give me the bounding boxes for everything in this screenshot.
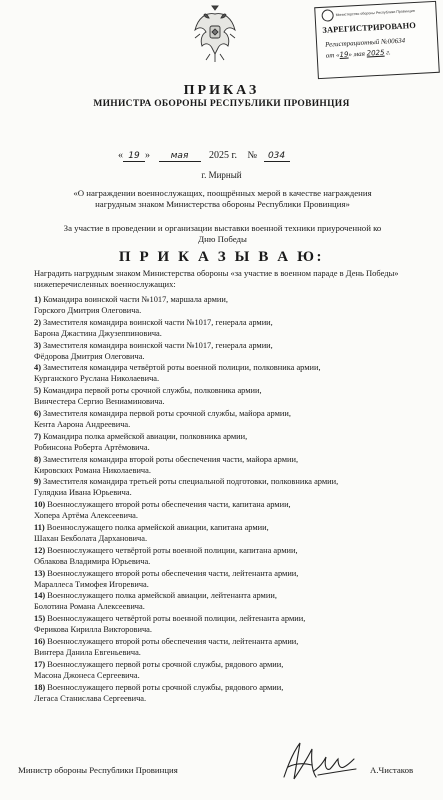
awardee-item — [34, 431, 434, 454]
awardee-item — [34, 317, 434, 340]
order-number-label: № — [247, 150, 258, 161]
decree-reason: За участие в проведении и организации выставки военной техники приуроченной ко Дню Победы — [63, 223, 382, 244]
awardee-number: 6) — [34, 408, 41, 418]
awardee-position-text: Военнослужащего первой роты срочной службы, рядового армии, — [47, 659, 284, 669]
awardee-name: Кента Аарона Андреевича. — [34, 419, 131, 429]
awardee-position-text: Заместителя командира второй роты обеспечения части, майора армии, — [43, 454, 299, 464]
awardee-item — [34, 590, 434, 613]
awardee-item — [34, 613, 434, 636]
awardee-position-text: Военнослужащего четвёртой роты военной полиции, лейтенанта армии, — [47, 614, 306, 624]
awardee-position — [34, 340, 434, 351]
awardee-name: Ферикова Кирилла Викторовича. — [34, 625, 152, 635]
order-intro: Наградить нагрудным знаком Министерства обороны «за участие в военном параде в День Победы» нижеперечисленных военнослужащих: — [34, 268, 399, 289]
awardee-item — [34, 294, 434, 317]
awardee-position — [34, 659, 434, 670]
document-subtitle: МИНИСТРА ОБОРОНЫ РЕСПУБЛИКИ ПРОВИНЦИЯ — [93, 99, 350, 109]
awardee-position — [34, 568, 434, 579]
awardee-number: 2) — [34, 317, 41, 327]
awardee-position-text: Заместителя командира воинской части №1017, генерала армии, — [43, 317, 273, 327]
awardee-item — [34, 454, 434, 477]
awardee-position-text: Военнослужащего полка армейской авиации, капитана армии, — [46, 522, 269, 532]
awardee-name: Кировских Романа Николаевича. — [34, 465, 151, 475]
awardee-position-text: Военнослужащего второй роты обеспечения части, лейтенанта армии, — [47, 636, 299, 646]
awardee-item — [34, 385, 434, 408]
stamp-date-prefix: от « — [325, 50, 340, 60]
stamp-number-value: 00634 — [387, 36, 406, 46]
awardee-number: 15) — [34, 614, 46, 624]
order-year: 2025 г. — [209, 150, 237, 161]
awardee-item — [34, 522, 434, 545]
awardee-name: Болотина Романа Алексеевича. — [34, 602, 145, 612]
registration-stamp — [314, 1, 440, 79]
awardee-position — [34, 636, 434, 647]
stamp-date-year: 2025 — [366, 48, 385, 58]
awardee-position-text: Военнослужащего второй роты обеспечения части, капитана армии, — [47, 500, 291, 510]
stamp-number-label: Регистрационный № — [324, 37, 388, 49]
awardee-item — [34, 659, 434, 682]
awardee-position — [34, 613, 434, 624]
awardee-name: Робинсона Роберта Артёмовича. — [34, 442, 150, 452]
date-close-quote: » — [145, 150, 150, 161]
awardee-number: 10) — [34, 500, 46, 510]
awardee-position-text: Военнослужащего второй роты обеспечения части, лейтенанта армии, — [47, 568, 299, 578]
stamp-date — [326, 48, 391, 59]
awardee-item — [34, 545, 434, 568]
awardee-position-text: Командира первой роты срочной службы, полковника армии, — [43, 386, 262, 396]
order-day: 19 — [123, 151, 145, 162]
order-month: мая — [159, 151, 201, 162]
awardee-position-text: Военнослужащего полка армейской авиации, лейтенанта армии, — [47, 591, 277, 601]
stamp-registration-number — [325, 37, 405, 49]
awardee-position — [34, 385, 434, 396]
awardee-position — [34, 545, 434, 556]
stamp-registered-label: ЗАРЕГИСТРИРОВАНО — [322, 20, 417, 35]
awardee-position — [34, 408, 434, 419]
awardee-name: Гулядкиа Ивана Юрьевича. — [34, 488, 132, 498]
awardee-position — [34, 431, 434, 442]
awardee-position — [34, 454, 434, 465]
awardee-item — [34, 499, 434, 522]
stamp-date-suffix: г. — [386, 48, 391, 57]
document-title: ПРИКАЗ — [183, 83, 260, 98]
awardee-name: Барона Джастина Джузеппиновича. — [34, 328, 162, 338]
stamp-header-text: Министерство обороны Республики Провинция — [335, 8, 415, 18]
awardee-item — [34, 340, 434, 363]
stamp-emblem-icon — [321, 9, 334, 22]
awardee-number: 14) — [34, 591, 46, 601]
awardee-position — [34, 362, 434, 373]
signatory-name: А.Чистаков — [370, 765, 414, 775]
awardee-number: 1) — [34, 295, 41, 304]
awardee-position — [34, 590, 434, 601]
awardee-item — [34, 408, 434, 431]
stamp-date-day: 19 — [339, 50, 349, 59]
awardee-position — [34, 476, 434, 487]
awardee-number: 3) — [34, 340, 41, 350]
awardee-number: 16) — [34, 636, 46, 646]
awardee-name: Масона Джонеса Сергеевича. — [34, 670, 140, 680]
awardee-name: Винчестера Сергио Вениаминовича. — [34, 397, 165, 407]
awardee-position-text: Заместителя командира четвёртой роты военной полиции, полковника армии, — [43, 363, 321, 373]
awardee-number: 13) — [34, 568, 46, 578]
awardee-position — [34, 682, 434, 693]
awardee-position — [34, 522, 434, 533]
order-number: 034 — [264, 151, 290, 162]
decree-title: «О награждении военнослужащих, поощрённых мерой в качестве награждения нагрудным знаком Министерства обороны Республики Провинция» — [73, 188, 372, 209]
signatory-position: Министр обороны Республики Провинция — [18, 765, 178, 775]
awardee-number: 9) — [34, 477, 41, 487]
awardee-name: Мараллеса Тимофея Игоревича. — [34, 579, 149, 589]
awardee-position-text: Военнослужащего первой роты срочной службы, рядового армии, — [47, 682, 284, 692]
awardee-list — [34, 294, 434, 704]
awardee-number: 5) — [34, 386, 41, 396]
awardee-name: Легаса Станислава Сергеевича. — [34, 693, 147, 703]
awardee-name: Облакова Владимира Юрьевича. — [34, 556, 151, 566]
awardee-item — [34, 682, 434, 705]
awardee-item — [34, 568, 434, 591]
stamp-date-month: » мая — [348, 49, 366, 59]
order-heading: П Р И К А З Ы В А Ю: — [118, 249, 325, 265]
awardee-position — [34, 499, 434, 510]
date-open-quote: « — [118, 150, 123, 161]
awardee-position-text: Командира полка армейской авиации, полковника армии, — [43, 431, 248, 441]
awardee-name: Винтера Данила Евгеньевича. — [34, 647, 141, 657]
awardee-name: Фёдорова Дмитрия Олеговича. — [34, 351, 145, 361]
awardee-item — [34, 476, 434, 499]
awardee-number: 12) — [34, 545, 46, 555]
signature-icon — [278, 737, 358, 785]
order-date-number-line — [118, 150, 290, 162]
coat-of-arms-icon — [192, 4, 238, 64]
awardee-item — [34, 636, 434, 659]
awardee-position-text: Заместителя командира первой роты срочной службы, майора армии, — [43, 408, 291, 418]
awardee-position-text: Заместителя командира третьей роты специальной подготовки, полковника армии, — [43, 477, 339, 487]
awardee-number: 18) — [34, 682, 46, 692]
awardee-number: 4) — [34, 363, 41, 373]
awardee-name: Горского Дмитрия Олеговича. — [34, 306, 142, 315]
awardee-name: Курганского Руслана Николаевича. — [34, 374, 160, 384]
awardee-name: Хопера Артёма Алексеевича. — [34, 511, 138, 521]
awardee-name: Шахан Бекболата Дархановича. — [34, 533, 148, 543]
city: г. Мирный — [201, 170, 242, 180]
awardee-position-text: Военнослужащего четвёртой роты военной полиции, капитана армии, — [47, 545, 298, 555]
awardee-number: 17) — [34, 659, 46, 669]
awardee-number: 7) — [34, 431, 41, 441]
awardee-number: 8) — [34, 454, 41, 464]
awardee-position — [34, 317, 434, 328]
awardee-position-text: Заместителя командира воинской части №1017, генерала армии, — [43, 340, 273, 350]
awardee-item — [34, 362, 434, 385]
awardee-position — [34, 294, 434, 305]
awardee-number: 11) — [34, 522, 45, 532]
awardee-position-text: Командира воинской части №1017, маршала армии, — [43, 295, 228, 304]
